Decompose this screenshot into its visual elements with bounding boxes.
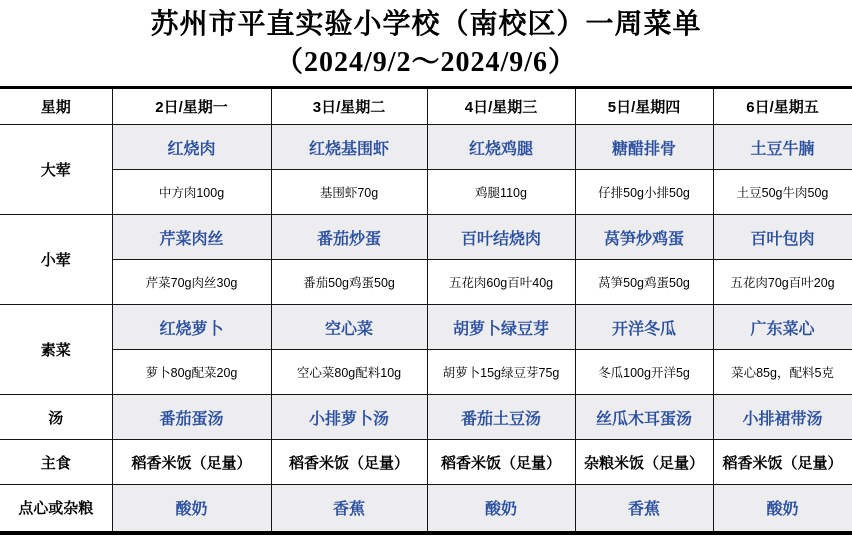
ingredient-cell: 萝卜80g配菜20g [112,350,271,395]
table-row-staple [0,440,852,485]
ingredient-cell: 土豆50g牛肉50g [713,170,852,215]
dessert-cell: 香蕉 [575,485,713,533]
dish-cell: 红烧萝卜 [112,305,271,350]
ingredient-cell: 芹菜70g肉丝30g [112,260,271,305]
ingredient-cell: 中方肉100g [112,170,271,215]
table-row-soup [0,395,852,440]
day-header-wednesday: 4日/星期三 [427,88,575,125]
dish-cell: 土豆牛腩 [713,125,852,170]
dish-cell: 红烧肉 [112,125,271,170]
dish-cell: 胡萝卜绿豆芽 [427,305,575,350]
dish-cell: 百叶包肉 [713,215,852,260]
table-row-small-meat-dishes [0,215,852,260]
day-header-friday: 6日/星期五 [713,88,852,125]
dessert-cell: 酸奶 [112,485,271,533]
day-header-tuesday: 3日/星期二 [271,88,427,125]
ingredient-cell: 番茄50g鸡蛋50g [271,260,427,305]
day-header-thursday: 5日/星期四 [575,88,713,125]
ingredient-cell: 五花肉60g百叶40g [427,260,575,305]
ingredient-cell: 空心菜80g配料10g [271,350,427,395]
dish-cell: 番茄炒蛋 [271,215,427,260]
dish-cell: 空心菜 [271,305,427,350]
soup-cell: 丝瓜木耳蛋汤 [575,395,713,440]
ingredient-cell: 胡萝卜15g绿豆芽75g [427,350,575,395]
staple-cell: 稻香米饭（足量） [713,440,852,485]
dish-cell: 百叶结烧肉 [427,215,575,260]
soup-cell: 小排萝卜汤 [271,395,427,440]
dessert-cell: 酸奶 [713,485,852,533]
soup-cell: 番茄土豆汤 [427,395,575,440]
menu-title-line2: （2024/9/2～2024/9/6） [274,47,578,78]
day-header-monday: 2日/星期一 [112,88,271,125]
ingredient-cell: 莴笋50g鸡蛋50g [575,260,713,305]
section-label-small-meat: 小荤 [0,215,112,305]
table-row-main-meat-dishes [0,125,852,170]
soup-cell: 番茄蛋汤 [112,395,271,440]
ingredient-cell: 基围虾70g [271,170,427,215]
ingredient-cell: 冬瓜100g开洋5g [575,350,713,395]
table-row-main-meat-ingredients [0,170,852,215]
ingredient-cell: 鸡腿110g [427,170,575,215]
ingredient-cell: 五花肉70g百叶20g [713,260,852,305]
dish-cell: 开洋冬瓜 [575,305,713,350]
dish-cell: 红烧基围虾 [271,125,427,170]
dish-cell: 芹菜肉丝 [112,215,271,260]
table-row-header [0,88,852,125]
ingredient-cell: 菜心85g，配料5克 [713,350,852,395]
corner-header: 星期 [0,88,112,125]
staple-cell: 稻香米饭（足量） [112,440,271,485]
section-label-staple: 主食 [0,440,112,485]
table-row-vegetable-ingredients [0,350,852,395]
dish-cell: 广东菜心 [713,305,852,350]
dish-cell: 莴笋炒鸡蛋 [575,215,713,260]
section-label-vegetable: 素菜 [0,305,112,395]
soup-cell: 小排裙带汤 [713,395,852,440]
staple-cell: 稻香米饭（足量） [271,440,427,485]
dessert-cell: 香蕉 [271,485,427,533]
section-label-dessert: 点心或杂粮 [0,485,112,533]
staple-cell: 杂粮米饭（足量） [575,440,713,485]
table-row-dessert [0,485,852,533]
dish-cell: 红烧鸡腿 [427,125,575,170]
menu-table [0,86,852,535]
section-label-main-meat: 大荤 [0,125,112,215]
section-label-soup: 汤 [0,395,112,440]
dish-cell: 糖醋排骨 [575,125,713,170]
dessert-cell: 酸奶 [427,485,575,533]
staple-cell: 稻香米饭（足量） [427,440,575,485]
menu-title-line1: 苏州市平直实验小学校（南校区）一周菜单 [150,9,702,40]
table-row-vegetable-dishes [0,305,852,350]
ingredient-cell: 仔排50g小排50g [575,170,713,215]
menu-title [0,0,852,86]
table-row-small-meat-ingredients [0,260,852,305]
